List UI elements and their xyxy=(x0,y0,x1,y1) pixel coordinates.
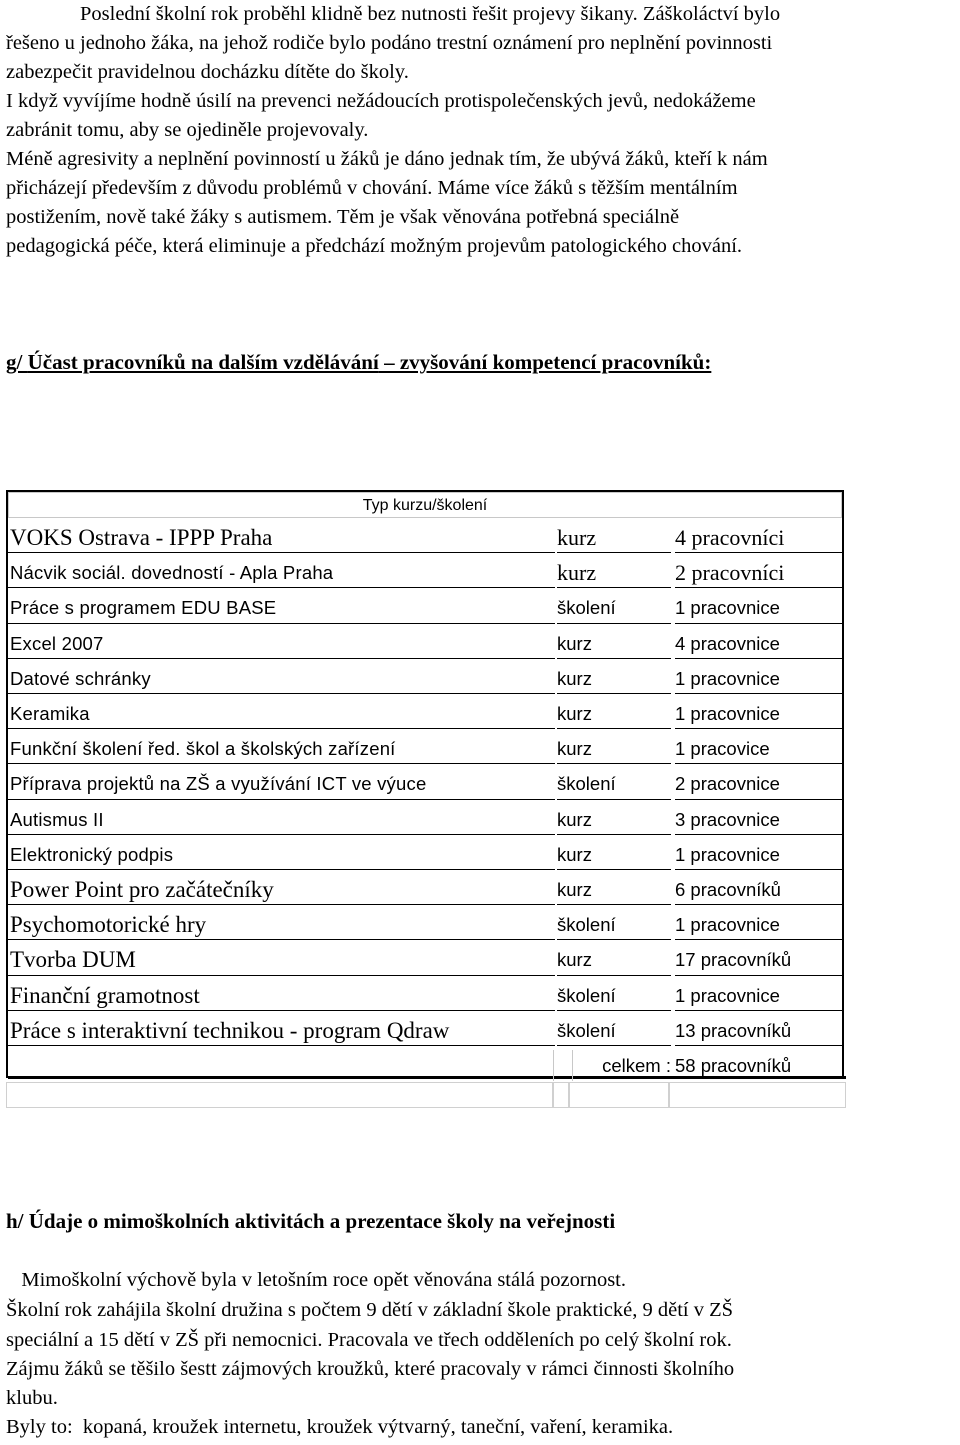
course-name: Autismus II xyxy=(10,808,104,830)
row-divider xyxy=(557,869,671,870)
row-divider xyxy=(8,834,555,835)
course-type: školení xyxy=(557,1019,616,1041)
participant-count: 6 pracovníků xyxy=(675,879,781,900)
row-divider xyxy=(8,939,555,940)
row-divider xyxy=(557,904,671,905)
participant-count: 1 pracovnice xyxy=(675,703,780,724)
course-type: kurz xyxy=(557,560,597,586)
row-divider xyxy=(557,658,671,659)
course-type: školení xyxy=(557,984,616,1006)
course-type: kurz xyxy=(557,632,592,654)
participant-count: 4 pracovníci xyxy=(675,525,785,550)
course-name: Power Point pro začátečníky xyxy=(10,877,274,902)
course-type: kurz xyxy=(557,525,597,550)
row-divider xyxy=(675,587,842,588)
section-g-title: Účast pracovníků na dalším vzdělávání xyxy=(27,350,379,374)
course-name: Psychomotorické hry xyxy=(10,912,207,938)
course-type: kurz xyxy=(557,879,592,900)
participant-count: 1 pracovice xyxy=(675,738,770,760)
text-line: pedagogická péče, která eliminuje a předchází možným projevům patologického chování. xyxy=(6,235,743,257)
row-divider xyxy=(8,1045,555,1046)
row-divider xyxy=(557,975,671,976)
course-name: Práce s programem EDU BASE xyxy=(10,597,277,619)
row-divider xyxy=(675,834,842,835)
text-line: Mimoškolní výchově byla v letošním roce opět věnována stálá pozornost. xyxy=(6,1269,626,1291)
row-divider xyxy=(675,904,842,905)
grid-cell xyxy=(669,1082,846,1108)
participant-count: 1 pracovnice xyxy=(675,597,780,619)
row-divider xyxy=(8,623,555,624)
table-header: Typ kurzu/školení xyxy=(8,492,842,518)
participant-count: 4 pracovnice xyxy=(675,632,780,654)
text-line: zabezpečit pravidelnou docházku dítěte do školy. xyxy=(6,61,409,83)
participant-count: 13 pracovníků xyxy=(675,1019,792,1041)
grid-cell xyxy=(6,1082,553,1108)
section-g-suffix: – zvyšování kompetencí pracovníků: xyxy=(378,350,712,374)
text-line: Zájmu žáků se těšilo šestt zájmových kroužků, které pracovaly v rámci činnosti školního xyxy=(6,1358,735,1380)
course-type: kurz xyxy=(557,703,592,724)
section-g-prefix: g/ xyxy=(6,350,28,374)
text-line: I když vyvíjíme hodně úsilí na prevenci nežádoucích protispolečenských jevů, nedokážeme xyxy=(6,90,756,112)
row-divider xyxy=(8,869,555,870)
participant-count: 3 pracovnice xyxy=(675,808,780,830)
row-divider xyxy=(557,834,671,835)
participant-count: 17 pracovníků xyxy=(675,949,792,971)
participant-count: 2 pracovnice xyxy=(675,773,780,795)
course-type: kurz xyxy=(557,949,592,971)
row-divider xyxy=(675,693,842,694)
row-divider xyxy=(675,728,842,729)
course-type: školení xyxy=(557,914,616,936)
row-divider xyxy=(675,1010,842,1011)
text-line: řešeno u jednoho žáka, na jehož rodiče bylo podáno trestní oznámení pro neplnění povinnosti xyxy=(6,32,773,54)
participant-count: 1 pracovnice xyxy=(675,984,780,1006)
row-divider xyxy=(675,763,842,764)
course-name: Práce s interaktivní technikou - program Qdraw xyxy=(10,1017,450,1043)
row-divider xyxy=(557,728,671,729)
course-name: VOKS Ostrava - IPPP Praha xyxy=(10,525,273,550)
course-name: Tvorba DUM xyxy=(10,947,136,973)
text-line: přicházejí především z důvodu problémů v chování. Máme více žáků s těžším mentálním xyxy=(6,177,738,199)
participant-count: 1 pracovnice xyxy=(675,667,780,689)
row-divider xyxy=(8,904,555,905)
section-h-heading: h/ Údaje o mimoškolních aktivitách a prezentace školy na veřejnosti xyxy=(6,1209,616,1233)
cell-divider xyxy=(553,1050,554,1081)
row-divider xyxy=(675,975,842,976)
course-name: Datové schránky xyxy=(10,667,151,689)
grid-cell xyxy=(553,1082,569,1108)
row-divider xyxy=(675,552,842,553)
row-divider xyxy=(557,552,671,553)
course-type: kurz xyxy=(557,843,592,865)
text-line: Poslední školní rok proběhl klidně bez nutnosti řešit projevy šikany. Záškoláctví bylo xyxy=(80,3,781,25)
course-type: školení xyxy=(557,773,616,795)
row-divider xyxy=(675,869,842,870)
course-name: Funkční školení řed. škol a školských zařízení xyxy=(10,738,396,760)
row-divider xyxy=(8,587,555,588)
row-divider xyxy=(557,1010,671,1011)
row-divider xyxy=(8,763,555,764)
row-divider xyxy=(557,587,671,588)
course-type: kurz xyxy=(557,808,592,830)
participant-count: 1 pracovnice xyxy=(675,914,780,936)
row-divider xyxy=(675,658,842,659)
course-name: Finanční gramotnost xyxy=(10,982,200,1008)
row-divider xyxy=(557,799,671,800)
total-value: 58 pracovníků xyxy=(675,1055,792,1076)
text-line: speciální a 15 dětí v ZŠ při nemocnici. Pracovala ve třech odděleních po celý školní rok. xyxy=(6,1329,732,1351)
course-name: Keramika xyxy=(10,703,90,724)
row-divider xyxy=(557,1045,671,1046)
course-type: kurz xyxy=(557,738,592,760)
row-divider xyxy=(675,623,842,624)
row-divider xyxy=(8,799,555,800)
row-divider xyxy=(8,728,555,729)
row-divider xyxy=(557,763,671,764)
row-divider xyxy=(8,658,555,659)
row-divider xyxy=(8,552,555,553)
row-divider xyxy=(8,693,555,694)
participant-count: 1 pracovnice xyxy=(675,843,780,865)
participant-count: 2 pracovníci xyxy=(675,560,785,586)
text-line: Méně agresivity a neplnění povinností u žáků je dáno jednak tím, že ubývá žáků, kteří k nám xyxy=(6,148,768,170)
row-divider xyxy=(557,939,671,940)
row-divider xyxy=(8,1010,555,1011)
text-line: postižením, nově také žáky s autismem. Těm je však věnována potřebná speciálně xyxy=(6,206,680,228)
text-line: zabránit tomu, aby se ojediněle projevovaly. xyxy=(6,119,369,141)
row-divider xyxy=(675,939,842,940)
course-name: Excel 2007 xyxy=(10,632,104,654)
course-name: Nácvik sociál. dovedností - Apla Praha xyxy=(10,562,334,584)
text-line: klubu. xyxy=(6,1387,58,1409)
row-divider xyxy=(675,1045,842,1046)
text-line: Školní rok zahájila školní družina s počtem 9 dětí v základní škole praktické, 9 dětí v ZŠ xyxy=(6,1299,734,1321)
course-name: Příprava projektů na ZŠ a využívání ICT ve výuce xyxy=(10,773,427,795)
section-g-heading xyxy=(6,350,711,375)
course-type: školení xyxy=(557,597,616,619)
course-type: kurz xyxy=(557,667,592,689)
course-name: Elektronický podpis xyxy=(10,843,174,865)
row-divider xyxy=(675,799,842,800)
row-divider xyxy=(8,975,555,976)
row-divider xyxy=(557,693,671,694)
text-line: Byly to: kopaná, kroužek internetu, kroužek výtvarný, taneční, vaření, keramika. xyxy=(6,1416,674,1438)
total-label: celkem : xyxy=(602,1055,671,1076)
row-divider xyxy=(557,623,671,624)
grid-cell xyxy=(569,1082,669,1108)
